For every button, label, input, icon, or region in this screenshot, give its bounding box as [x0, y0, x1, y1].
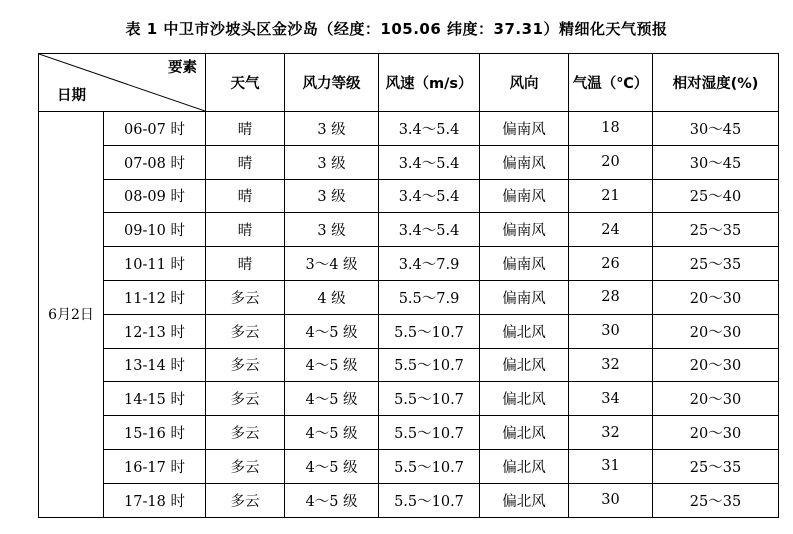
wind-level-cell: 3 级 — [285, 179, 379, 213]
humidity-cell: 20～30 — [653, 382, 779, 416]
weather-cell: 多云 — [206, 382, 285, 416]
temperature-cell: 24 — [569, 213, 653, 247]
wind-direction-cell: 偏北风 — [480, 382, 569, 416]
table-row — [39, 449, 779, 483]
temperature-cell: 26 — [569, 247, 653, 281]
time-cell: 06-07 时 — [104, 112, 206, 146]
wind-level-cell: 3 级 — [285, 213, 379, 247]
wind-speed-cell: 3.4～5.4 — [379, 213, 480, 247]
humidity-cell: 20～30 — [653, 280, 779, 314]
time-cell: 08-09 时 — [104, 179, 206, 213]
wind-speed-cell: 5.5～10.7 — [379, 483, 480, 517]
time-cell: 09-10 时 — [104, 213, 206, 247]
temperature-cell: 31 — [569, 449, 653, 483]
time-cell: 11-12 时 — [104, 280, 206, 314]
weather-cell: 晴 — [206, 213, 285, 247]
forecast-table — [38, 53, 779, 518]
humidity-cell: 20～30 — [653, 314, 779, 348]
wind-direction-cell: 偏南风 — [480, 145, 569, 179]
wind-speed-cell: 3.4～5.4 — [379, 112, 480, 146]
table-row — [39, 179, 779, 213]
table-body — [39, 112, 779, 518]
temperature-cell: 18 — [569, 112, 653, 146]
wind-speed-cell: 5.5～10.7 — [379, 416, 480, 450]
weather-cell: 多云 — [206, 449, 285, 483]
humidity-cell: 25～35 — [653, 213, 779, 247]
table-row — [39, 416, 779, 450]
wind-direction-cell: 偏南风 — [480, 247, 569, 281]
weather-cell: 多云 — [206, 348, 285, 382]
header-humidity: 相对湿度(%) — [653, 54, 779, 112]
table-title: 表 1 中卫市沙坡头区金沙岛（经度：105.06 纬度：37.31）精细化天气预报 — [125, 20, 668, 38]
time-cell: 10-11 时 — [104, 247, 206, 281]
wind-direction-cell: 偏北风 — [480, 449, 569, 483]
table-row — [39, 348, 779, 382]
header-corner-cell — [39, 54, 206, 112]
date-cell: 6月2日 — [39, 112, 104, 518]
wind-level-cell: 4 级 — [285, 280, 379, 314]
wind-speed-cell: 5.5～10.7 — [379, 382, 480, 416]
wind-speed-cell: 5.5～10.7 — [379, 314, 480, 348]
wind-direction-cell: 偏北风 — [480, 348, 569, 382]
table-row — [39, 483, 779, 517]
weather-cell: 晴 — [206, 179, 285, 213]
weather-cell: 晴 — [206, 247, 285, 281]
time-cell: 13-14 时 — [104, 348, 206, 382]
wind-level-cell: 4～5 级 — [285, 416, 379, 450]
humidity-cell: 25～40 — [653, 179, 779, 213]
temperature-cell: 32 — [569, 416, 653, 450]
time-cell: 17-18 时 — [104, 483, 206, 517]
humidity-cell: 20～30 — [653, 348, 779, 382]
wind-speed-cell: 3.4～5.4 — [379, 179, 480, 213]
table-row — [39, 112, 779, 146]
table-row — [39, 145, 779, 179]
header-wind-speed: 风速（m/s） — [379, 54, 480, 112]
wind-level-cell: 4～5 级 — [285, 382, 379, 416]
table-row — [39, 247, 779, 281]
wind-level-cell: 3 级 — [285, 145, 379, 179]
humidity-cell: 20～30 — [653, 416, 779, 450]
wind-direction-cell: 偏北风 — [480, 416, 569, 450]
time-cell: 07-08 时 — [104, 145, 206, 179]
wind-level-cell: 4～5 级 — [285, 348, 379, 382]
weather-cell: 多云 — [206, 483, 285, 517]
table-row — [39, 280, 779, 314]
wind-level-cell: 4～5 级 — [285, 449, 379, 483]
wind-speed-cell: 3.4～7.9 — [379, 247, 480, 281]
time-cell: 16-17 时 — [104, 449, 206, 483]
wind-speed-cell: 5.5～10.7 — [379, 348, 480, 382]
wind-speed-cell: 3.4～5.4 — [379, 145, 480, 179]
wind-level-cell: 3 级 — [285, 112, 379, 146]
temperature-cell: 20 — [569, 145, 653, 179]
time-cell: 14-15 时 — [104, 382, 206, 416]
temperature-cell: 34 — [569, 382, 653, 416]
weather-cell: 晴 — [206, 145, 285, 179]
table-row — [39, 213, 779, 247]
header-row — [39, 54, 779, 112]
wind-direction-cell: 偏南风 — [480, 179, 569, 213]
wind-level-cell: 4～5 级 — [285, 483, 379, 517]
humidity-cell: 25～35 — [653, 483, 779, 517]
header-wind-level: 风力等级 — [285, 54, 379, 112]
wind-direction-cell: 偏北风 — [480, 483, 569, 517]
weather-cell: 多云 — [206, 416, 285, 450]
header-weather: 天气 — [206, 54, 285, 112]
wind-level-cell: 3～4 级 — [285, 247, 379, 281]
wind-direction-cell: 偏南风 — [480, 112, 569, 146]
weather-cell: 多云 — [206, 280, 285, 314]
temperature-cell: 28 — [569, 280, 653, 314]
wind-direction-cell: 偏南风 — [480, 280, 569, 314]
wind-speed-cell: 5.5～10.7 — [379, 449, 480, 483]
header-wind-direction: 风向 — [480, 54, 569, 112]
weather-cell: 晴 — [206, 112, 285, 146]
temperature-cell: 30 — [569, 483, 653, 517]
wind-direction-cell: 偏北风 — [480, 314, 569, 348]
humidity-cell: 25～35 — [653, 247, 779, 281]
table-row — [39, 314, 779, 348]
humidity-cell: 25～35 — [653, 449, 779, 483]
weather-cell: 多云 — [206, 314, 285, 348]
corner-label-date: 日期 — [57, 88, 86, 104]
time-cell: 15-16 时 — [104, 416, 206, 450]
time-cell: 12-13 时 — [104, 314, 206, 348]
wind-level-cell: 4～5 级 — [285, 314, 379, 348]
temperature-cell: 30 — [569, 314, 653, 348]
corner-label-elements: 要素 — [168, 60, 197, 76]
table-row — [39, 382, 779, 416]
wind-speed-cell: 5.5～7.9 — [379, 280, 480, 314]
temperature-cell: 21 — [569, 179, 653, 213]
humidity-cell: 30～45 — [653, 145, 779, 179]
humidity-cell: 30～45 — [653, 112, 779, 146]
header-temperature: 气温（℃） — [569, 54, 653, 112]
temperature-cell: 32 — [569, 348, 653, 382]
wind-direction-cell: 偏南风 — [480, 213, 569, 247]
